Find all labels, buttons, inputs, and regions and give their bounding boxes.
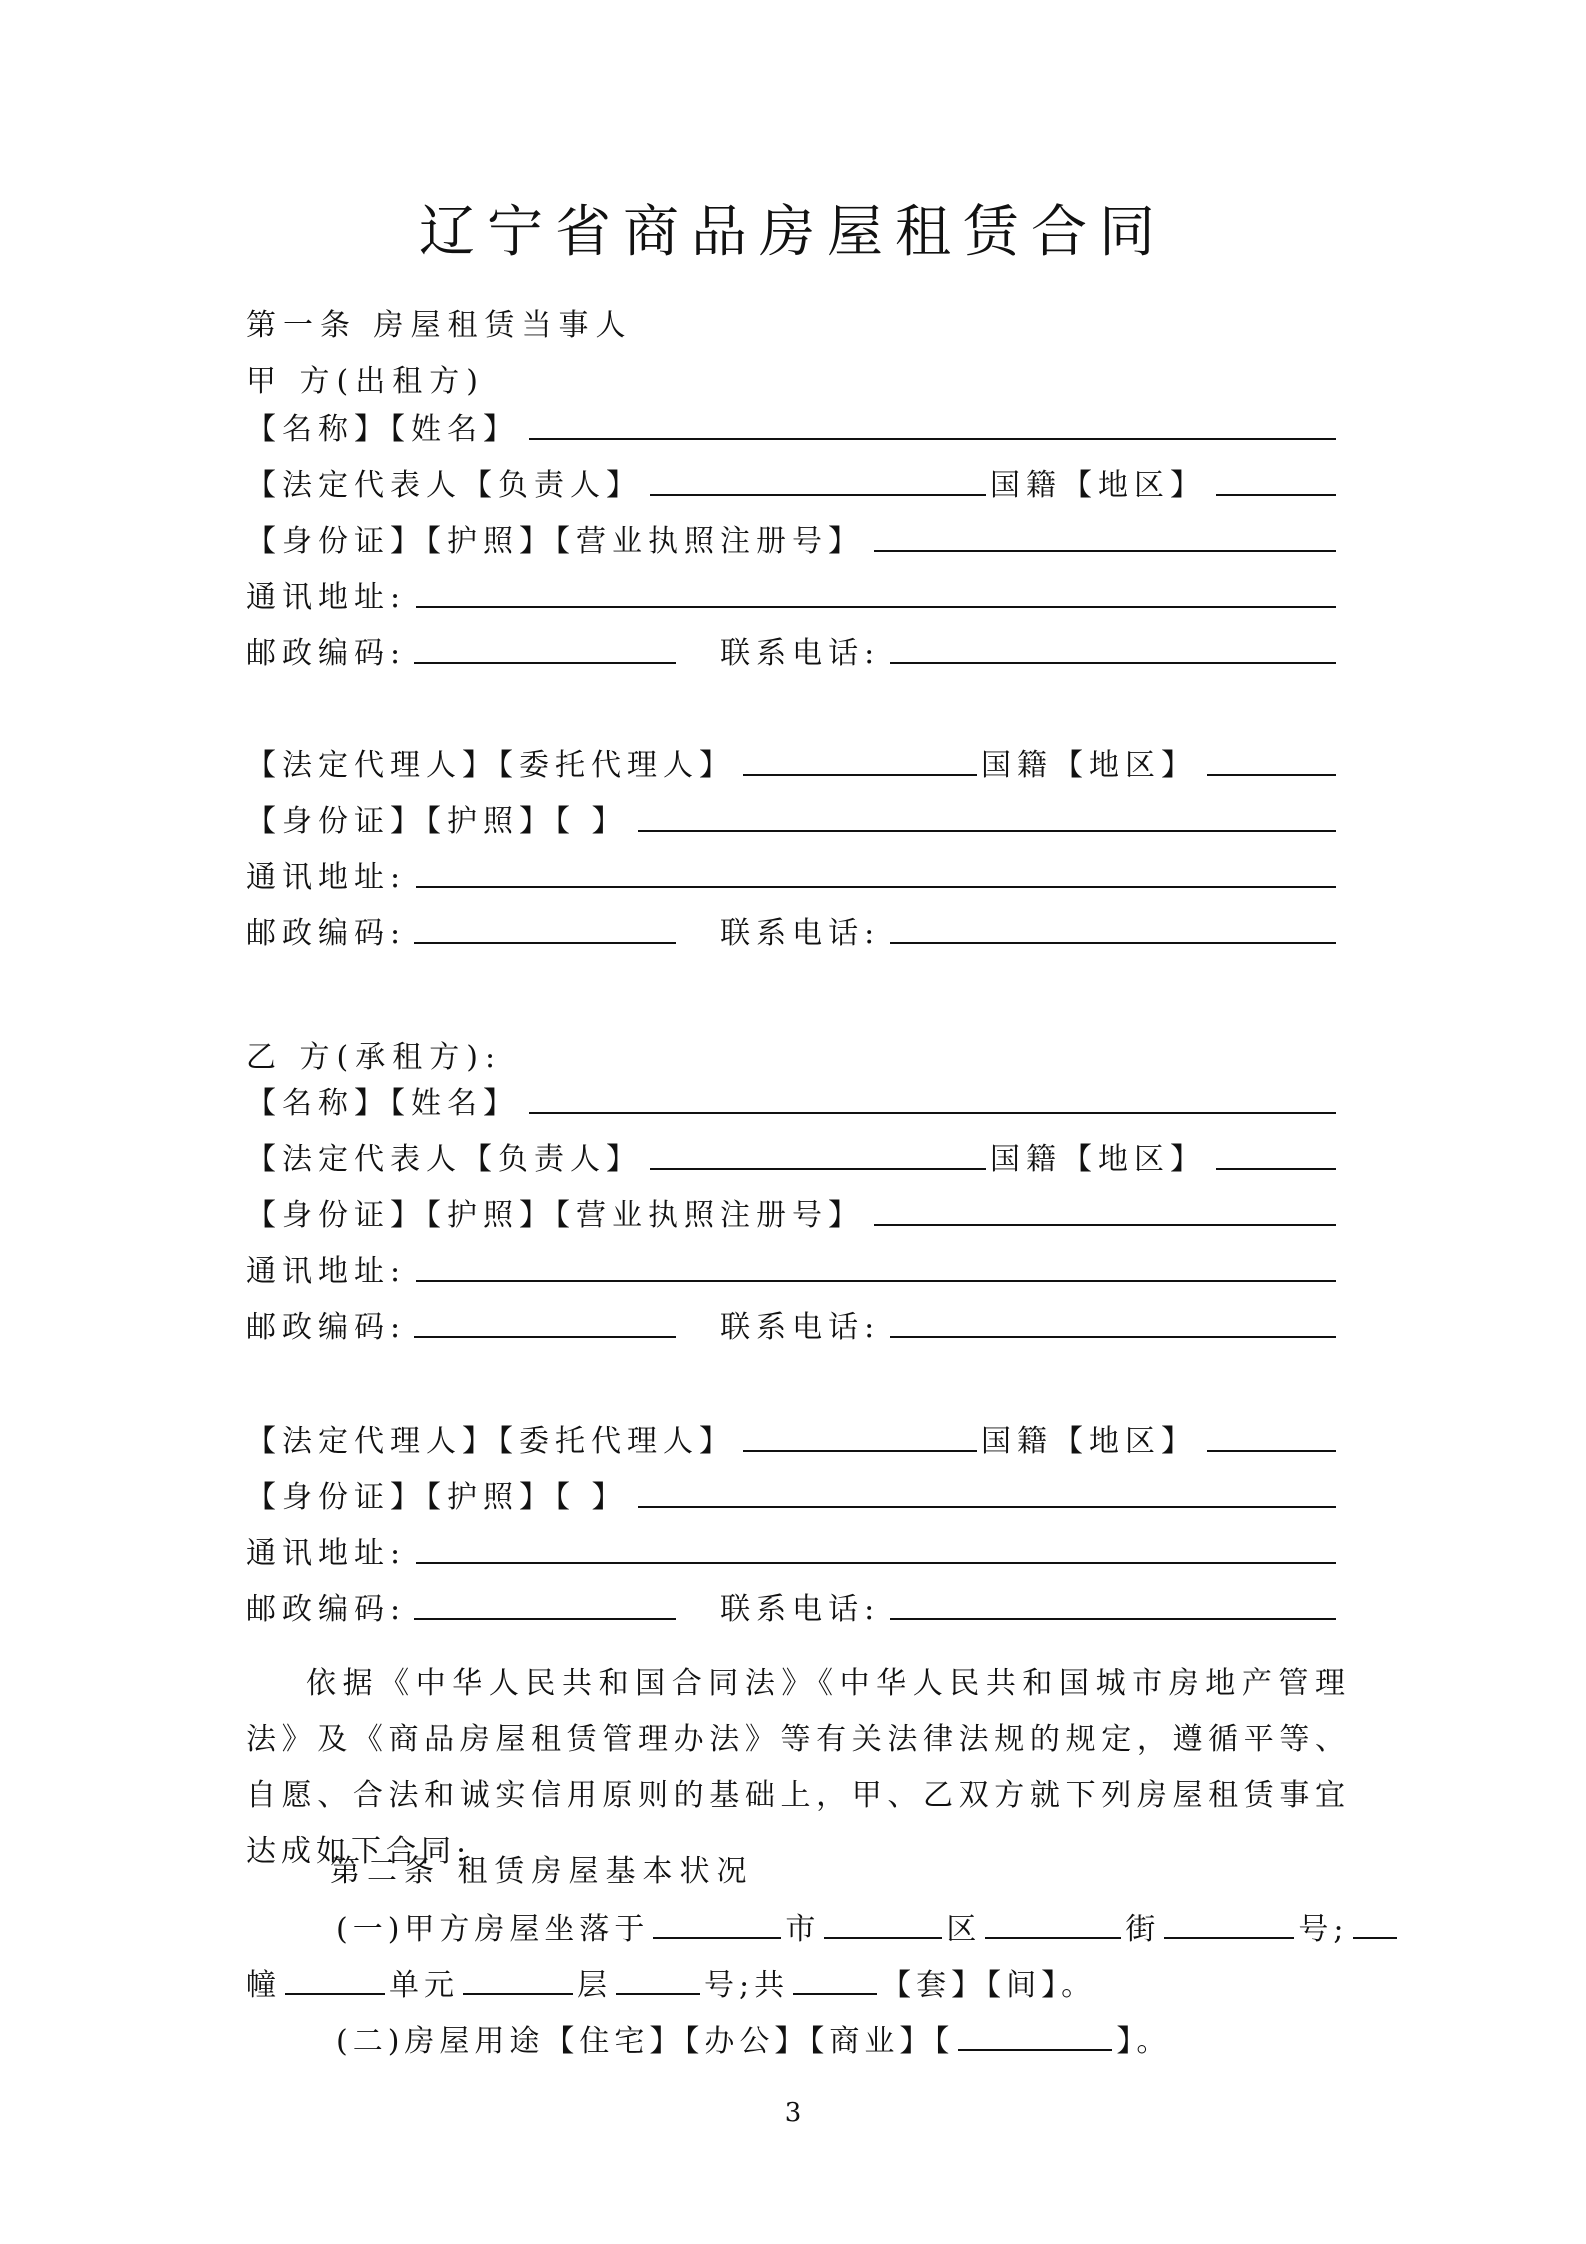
article2-heading: 第二条 租赁房屋基本状况 bbox=[330, 1854, 754, 1889]
city-label: 市 bbox=[785, 1912, 821, 1947]
party-a-address-row bbox=[246, 572, 1336, 616]
phone-label: 联系电话: bbox=[720, 916, 881, 951]
party-b-rep-row bbox=[246, 1134, 1336, 1178]
building-label: 幢 bbox=[246, 1968, 281, 2003]
address-label: 通讯地址: bbox=[246, 1254, 407, 1289]
party-b-nationality-field[interactable] bbox=[1216, 1168, 1336, 1170]
party-a-heading: 甲 方(出租方) bbox=[246, 364, 485, 399]
postal-label: 邮政编码: bbox=[246, 916, 407, 951]
nationality-label: 国籍【地区】 bbox=[990, 468, 1206, 503]
party-a-agent-field[interactable] bbox=[743, 774, 977, 776]
clause2-prefix: (二)房屋用途【住宅】【办公】【商业】【 bbox=[336, 2024, 955, 2059]
number-label: 号; bbox=[1298, 1912, 1349, 1947]
building-field-a[interactable] bbox=[1353, 1907, 1397, 1939]
party-b-phone-field[interactable] bbox=[890, 1336, 1336, 1338]
party-b-agent-postal-field[interactable] bbox=[414, 1618, 676, 1620]
party-a-agent-postal-row bbox=[246, 908, 1336, 952]
party-b-agent-address-row bbox=[246, 1528, 1336, 1572]
party-b-name-row bbox=[246, 1078, 1336, 1122]
city-field[interactable] bbox=[653, 1907, 781, 1939]
building-field-b[interactable] bbox=[285, 1963, 385, 1995]
postal-label: 邮政编码: bbox=[246, 1592, 407, 1627]
legal-rep-label: 【法定代表人【负责人】 bbox=[246, 468, 642, 503]
phone-label: 联系电话: bbox=[720, 1592, 881, 1627]
id-other-label: 【身份证】【护照】【 】 bbox=[246, 1480, 628, 1515]
party-a-agent-address-field[interactable] bbox=[416, 886, 1336, 888]
party-b-agent-address-field[interactable] bbox=[416, 1562, 1336, 1564]
party-a-address-field[interactable] bbox=[416, 606, 1336, 608]
party-a-name-field[interactable] bbox=[529, 438, 1336, 440]
clause2-suffix: 】。 bbox=[1116, 2024, 1172, 2059]
party-b-postal-field[interactable] bbox=[414, 1336, 676, 1338]
party-a-postal-field[interactable] bbox=[414, 662, 676, 664]
clause1-prefix: (一)甲方房屋坐落于 bbox=[336, 1912, 650, 1947]
preamble-paragraph: 依据《中华人民共和国合同法》《中华人民共和国城市房地产管理法》及《商品房屋租赁管理办法》等有关法律法规的规定，遵循平等、自愿、合法和诚实信用原则的基础上，甲、乙双方就下列房屋租赁事宜达成如下合同: bbox=[246, 1666, 1350, 1869]
district-label: 区 bbox=[946, 1912, 982, 1947]
party-b-rep-field[interactable] bbox=[650, 1168, 986, 1170]
suite-label: 【套】【间】。 bbox=[881, 1968, 1097, 2003]
party-a-id-row bbox=[246, 516, 1336, 560]
phone-label: 联系电话: bbox=[720, 636, 881, 671]
party-b-address-row bbox=[246, 1246, 1336, 1290]
party-a-agent-nationality-field[interactable] bbox=[1207, 774, 1336, 776]
party-a-name-row bbox=[246, 404, 1336, 448]
clause1-line2 bbox=[246, 1960, 1096, 2004]
agent-label: 【法定代理人】【委托代理人】 bbox=[246, 748, 735, 783]
clause1-line1 bbox=[336, 1904, 1401, 1948]
number-field[interactable] bbox=[1164, 1907, 1294, 1939]
name-label: 【名称】【姓名】 bbox=[246, 412, 519, 447]
party-a-agent-id-row bbox=[246, 796, 1336, 840]
page-title: 辽宁省商品房屋租赁合同 bbox=[419, 200, 1167, 265]
usage-other-field[interactable] bbox=[958, 2019, 1112, 2051]
party-a-agent-row bbox=[246, 740, 1336, 784]
legal-rep-label: 【法定代表人【负责人】 bbox=[246, 1142, 642, 1177]
party-b-agent-row bbox=[246, 1416, 1336, 1460]
party-a-phone-field[interactable] bbox=[890, 662, 1336, 664]
party-b-agent-phone-field[interactable] bbox=[890, 1618, 1336, 1620]
address-label: 通讯地址: bbox=[246, 580, 407, 615]
party-a-id-field[interactable] bbox=[874, 550, 1336, 552]
street-field[interactable] bbox=[985, 1907, 1121, 1939]
party-b-name-field[interactable] bbox=[529, 1112, 1336, 1114]
party-b-heading: 乙 方(承租方): bbox=[246, 1040, 503, 1075]
clause2-line bbox=[336, 2016, 1171, 2060]
party-a-nationality-field[interactable] bbox=[1216, 494, 1336, 496]
id-other-label: 【身份证】【护照】【 】 bbox=[246, 804, 628, 839]
floor-label: 层 bbox=[577, 1968, 612, 2003]
article1-heading: 第一条 房屋租赁当事人 bbox=[246, 308, 633, 343]
total-field[interactable] bbox=[793, 1963, 877, 1995]
party-a-agent-id-field[interactable] bbox=[638, 830, 1336, 832]
room-label: 号;共 bbox=[704, 1968, 790, 2003]
party-b-postal-row bbox=[246, 1302, 1336, 1346]
page-number: 3 bbox=[784, 2098, 802, 2128]
party-b-agent-id-row bbox=[246, 1472, 1336, 1516]
party-b-address-field[interactable] bbox=[416, 1280, 1336, 1282]
address-label: 通讯地址: bbox=[246, 860, 407, 895]
party-a-agent-postal-field[interactable] bbox=[414, 942, 676, 944]
address-label: 通讯地址: bbox=[246, 1536, 407, 1571]
postal-label: 邮政编码: bbox=[246, 1310, 407, 1345]
party-a-agent-address-row bbox=[246, 852, 1336, 896]
postal-label: 邮政编码: bbox=[246, 636, 407, 671]
nationality-label: 国籍【地区】 bbox=[990, 1142, 1206, 1177]
phone-label: 联系电话: bbox=[720, 1310, 881, 1345]
id-license-label: 【身份证】【护照】【营业执照注册号】 bbox=[246, 524, 864, 559]
party-a-postal-row bbox=[246, 628, 1336, 672]
street-label: 街 bbox=[1125, 1912, 1161, 1947]
nationality-label: 国籍【地区】 bbox=[981, 1424, 1197, 1459]
id-license-label: 【身份证】【护照】【营业执照注册号】 bbox=[246, 1198, 864, 1233]
floor-field[interactable] bbox=[616, 1963, 700, 1995]
party-b-agent-field[interactable] bbox=[743, 1450, 977, 1452]
party-a-agent-phone-field[interactable] bbox=[890, 942, 1336, 944]
name-label: 【名称】【姓名】 bbox=[246, 1086, 519, 1121]
party-b-id-row bbox=[246, 1190, 1336, 1234]
party-a-rep-row bbox=[246, 460, 1336, 504]
unit-label: 单元 bbox=[389, 1968, 459, 2003]
party-a-rep-field[interactable] bbox=[650, 494, 986, 496]
party-b-id-field[interactable] bbox=[874, 1224, 1336, 1226]
district-field[interactable] bbox=[824, 1907, 942, 1939]
party-b-agent-id-field[interactable] bbox=[638, 1506, 1336, 1508]
party-b-agent-nationality-field[interactable] bbox=[1207, 1450, 1336, 1452]
unit-field[interactable] bbox=[463, 1963, 573, 1995]
party-b-agent-postal-row bbox=[246, 1584, 1336, 1628]
agent-label: 【法定代理人】【委托代理人】 bbox=[246, 1424, 735, 1459]
nationality-label: 国籍【地区】 bbox=[981, 748, 1197, 783]
